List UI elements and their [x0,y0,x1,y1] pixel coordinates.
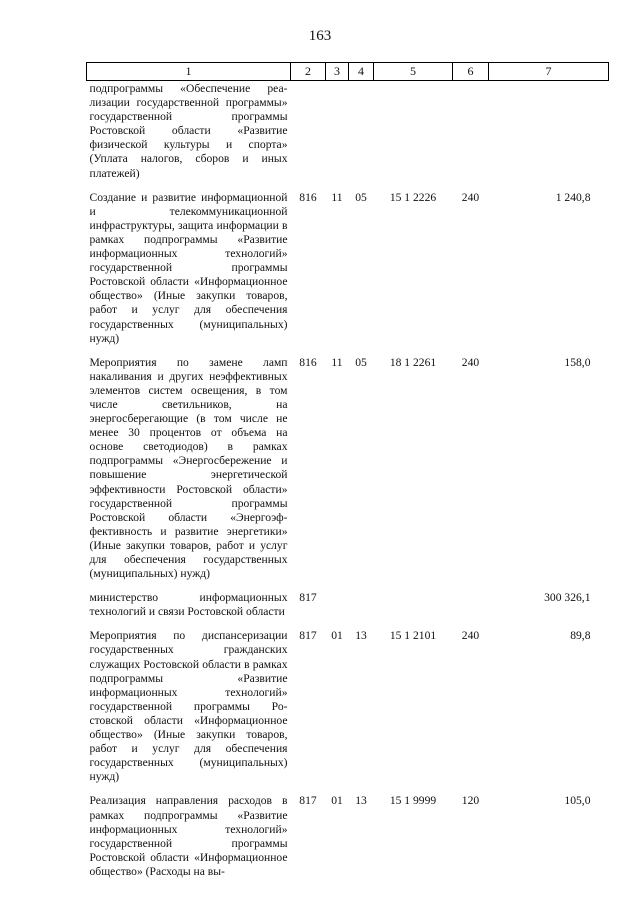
row-description: Реализация направления расходов в рамках подпрограммы «Развитие информационных технологий» государственной программы Ростовской области «Информационное общество» (Расходы на вы- [89,794,288,878]
row-target-code [374,581,453,619]
row-amount: 158,0 [564,355,591,369]
row-subsection-code: 13 [355,794,367,808]
column-header-1: 1 [87,63,291,81]
row-description: подпрограммы «Обеспечение реализации государственной программы» государственной программы Ростовской области «Развитие физической культуры и спорта» (Уплата налогов, сборов и иных платежей) [89,82,288,180]
row-amount: 105,0 [564,794,591,808]
row-ministry-code: 816 [299,190,317,204]
table-row [87,81,609,181]
table-row [87,581,609,619]
column-header-2: 2 [291,63,326,81]
row-section-code: 01 [331,794,343,808]
row-description: Мероприятия по диспансеризации государственных гражданских служащих Ростовской области в рамках подпрограммы «Развитие информационных технологий» государственной программы Ростовской области «Информационное общество» (Иные закупки товаров, работ и услуг для обеспечения государственных (муниципальных) нужд) [89,629,288,784]
table-header-row [87,63,609,81]
row-target-code: 18 1 2261 [389,355,437,369]
row-subsection-code: 05 [355,190,367,204]
column-header-5: 5 [374,63,453,81]
table-row [87,181,609,346]
row-ministry-code: 817 [299,629,317,643]
row-ministry-code: 817 [299,794,317,808]
row-ministry-code: 816 [299,355,317,369]
column-header-6: 6 [453,63,489,81]
row-section-code: 11 [331,190,343,204]
row-subsection-code: 05 [355,355,367,369]
row-description: Создание и развитие информационной и телекоммуникационной инфраструктуры, защита информации в рамках подпрограммы «Развитие информационных технологий» государственной программы Ростовской области «Информационное общество» (Иные закупки товаров, работ и услуг для обеспечения государственных (муниципальных) нужд) [89,190,288,345]
page-number: 163 [308,28,332,44]
row-target-code: 15 1 2226 [389,190,437,204]
row-description: Мероприятия по замене ламп накаливания и других неэффективных элементов систем освещения, в том числе светильников, на энергосберегающие (в том числе не менее 30 процентов от объема на основе светодиодов) в рамках подпрограммы «Энергосбережение и повышение энергетической эффективности Ростовской области» государственной программы Ростовской области «Энергоэффективность и развитие энергетики» (Иные закупки товаров, работ и услуг для обеспечения государственных (муниципальных) нужд) [89,355,288,581]
table-row [87,619,609,784]
row-amount: 300 326,1 [544,591,591,605]
row-section-code [326,581,349,619]
table-row [87,784,609,879]
row-expense-type-code: 120 [461,794,480,808]
row-subsection-code [349,81,374,181]
row-expense-type-code [453,81,489,181]
row-ministry-code: 817 [299,591,317,605]
row-expense-type-code: 240 [461,355,480,369]
row-target-code [374,81,453,181]
column-header-3: 3 [326,63,349,81]
row-subsection-code: 13 [355,629,367,643]
row-target-code: 15 1 2101 [389,629,437,643]
row-amount: 1 240,8 [555,190,591,204]
row-target-code: 15 1 9999 [389,794,437,808]
row-expense-type-code: 240 [461,190,480,204]
row-section-code: 01 [331,629,343,643]
budget-table [86,62,609,879]
row-description: министерство информационных технологий и связи Ростовской области [89,591,288,619]
column-header-7: 7 [489,63,609,81]
row-expense-type-code [453,581,489,619]
row-section-code [326,81,349,181]
row-expense-type-code: 240 [461,629,480,643]
table-row [87,346,609,582]
row-ministry-code [291,81,326,181]
row-amount: 89,8 [570,629,591,643]
row-subsection-code [349,581,374,619]
column-header-4: 4 [349,63,374,81]
row-amount [489,81,609,181]
row-section-code: 11 [331,355,343,369]
